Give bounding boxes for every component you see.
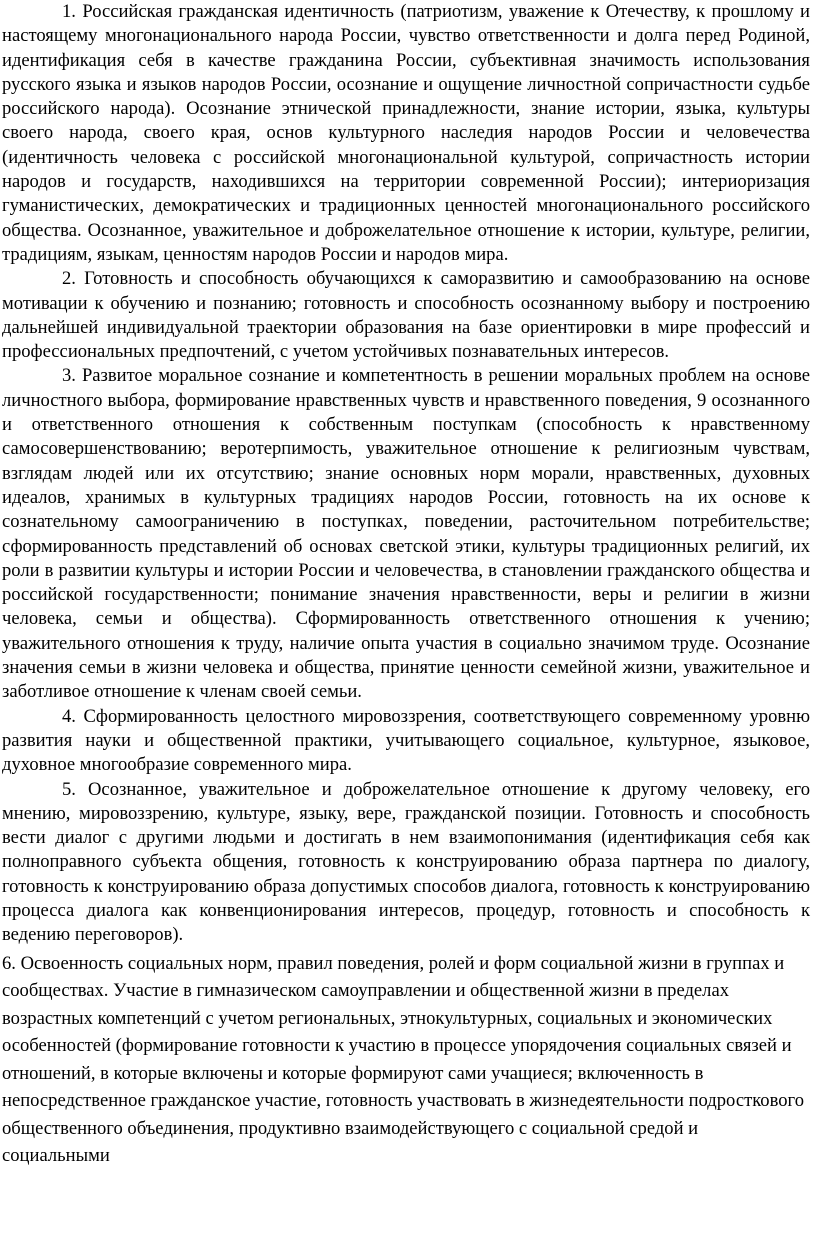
paragraph-6: 6. Освоенность социальных норм, правил поведения, ролей и форм социальной жизни в группах и сообществах. Участие в гимназическом самоуправлении и общественной жизни в пределах возрастных компетенций с учетом региональных, этнокультурных, социальных и экономических особенностей (формирование готовности к участию в процессе упорядочения социальных связей и отношений, в которые включены и которые формируют сами учащиеся; включенность в непосредственное гражданское участие, готовность участвовать в жизнедеятельности подросткового общественного объединения, продуктивно взаимодействующего с социальной средой и социальными: [2, 952, 804, 1167]
paragraph-4: 4. Сформированность целостного мировоззрения, соответствующего современному уровню развития науки и общественной практики, учитывающего социальное, культурное, языковое, духовное многообразие современного мира.: [2, 705, 810, 776]
paragraph-3: 3. Развитое моральное сознание и компетентность в решении моральных проблем на основе личностного выбора, формирование нравственных чувств и нравственного поведения, 9 осознанного и ответственного отношения к собственным поступкам (способность к нравственному самосовершенствованию; веротерпимость, уважительное отношение к религиозным чувствам, взглядам людей или их отсутствию; знание основных норм морали, нравственных, духовных идеалов, хранимых в культурных традициях народов России, готовность на их основе к сознательному самоограничению в поступках, поведении, расточительном потребительстве; сформированность представлений об основах светской этики, культуры традиционных религий, их роли в развитии культуры и истории России и человечества, в становлении гражданского общества и российской государственности; понимание значения нравственности, веры и религии в жизни человека, семьи и общества). Сформированность ответственного отношения к учению; уважительного отношения к труду, наличие опыта участия в социально значимом труде. Осознание значения семьи в жизни человека и общества, принятие ценности семейной жизни, уважительное и заботливое отношение к членам своей семьи.: [2, 365, 810, 703]
paragraph-2: 2. Готовность и способность обучающихся к саморазвитию и самообразованию на основе мотивации к обучению и познанию; готовность и способность осознанному выбору и построению дальнейшей индивидуальной траектории образования на базе ориентировки в мире профессий и профессиональных предпочтений, с учетом устойчивых познавательных интересов.: [2, 268, 810, 363]
paragraph-5: 5. Осознанное, уважительное и доброжелательное отношение к другому человеку, его мнению, мировоззрению, культуре, языку, вере, гражданской позиции. Готовность и способность вести диалог с другими людьми и достигать в нем взаимопонимания (идентификация себя как полноправного субъекта общения, готовность к конструированию образа партнера по диалогу, готовность к конструированию образа допустимых способов диалога, готовность к конструированию процесса диалога как конвенционирования интересов, процедур, готовность и способность к ведению переговоров).: [2, 778, 810, 946]
paragraph-1: 1. Российская гражданская идентичность (патриотизм, уважение к Отечеству, к прошлому и настоящему многонационального народа России, чувство ответственности и долга перед Родиной, идентификация себя в качестве гражданина России, субъективная значимость использования русского языка и языков народов России, осознание и ощущение личностной сопричастности судьбе российского народа). Осознание этнической принадлежности, знание истории, языка, культуры своего народа, своего края, основ культурного наследия народов России и человечества (идентичность человека с российской многонациональной культурой, сопричастность истории народов и государств, находившихся на территории современной России); интериоризация гуманистических, демократических и традиционных ценностей многонационального российского общества. Осознанное, уважительное и доброжелательное отношение к истории, культуре, религии, традициям, языкам, ценностям народов России и народов мира.: [2, 1, 810, 265]
